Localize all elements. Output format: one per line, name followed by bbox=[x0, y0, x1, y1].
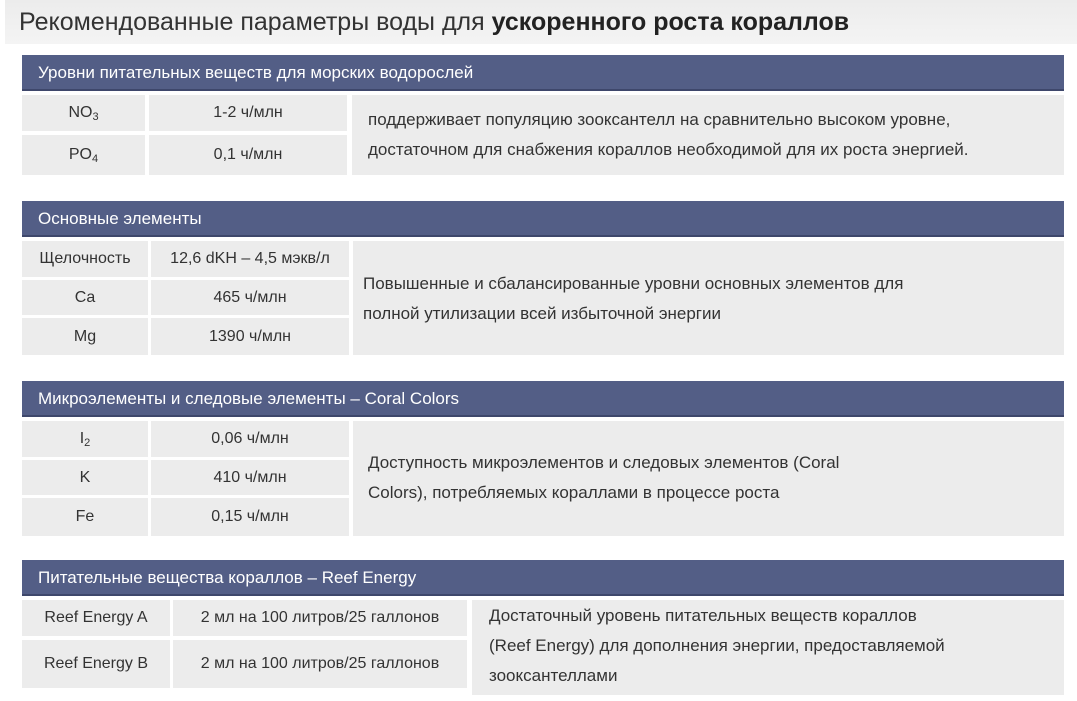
param-name: K bbox=[22, 460, 148, 495]
param-name: Reef Energy B bbox=[22, 640, 170, 688]
section-major-elements bbox=[22, 201, 1064, 355]
param-value: 0,06 ч/млн bbox=[151, 421, 349, 457]
section-description: Доступность микроэлементов и следовых элементов (Coral Colors), потребляемых кораллами в процессе роста bbox=[353, 421, 1064, 536]
param-value: 0,15 ч/млн bbox=[151, 498, 349, 536]
section-description: Повышенные и сбалансированные уровни основных элементов для полной утилизации всей избыточной энергии bbox=[353, 241, 1064, 355]
section-header: Микроэлементы и следовые элементы – Coral Colors bbox=[22, 381, 1064, 417]
param-value: 2 мл на 100 литров/25 галлонов bbox=[173, 640, 467, 688]
param-value: 12,6 dKH – 4,5 мэкв/л bbox=[151, 241, 349, 277]
section-algae-nutrients bbox=[22, 55, 1064, 175]
param-name: $NO_3$ bbox=[22, 95, 145, 131]
section-description: поддерживает популяцию зооксантелл на сравнительно высоком уровне, достаточном для снабжения кораллов необходимой для их роста энергией. bbox=[352, 95, 1064, 175]
param-name: $I_2$ bbox=[22, 421, 148, 457]
param-name: Mg bbox=[22, 318, 148, 355]
parameter-rows bbox=[22, 95, 1064, 175]
page-title bbox=[5, 0, 1077, 44]
title-normal: Рекомендованные параметры воды для bbox=[19, 8, 492, 36]
parameter-rows bbox=[22, 421, 1064, 536]
parameter-rows bbox=[22, 600, 1064, 695]
section-header: Основные элементы bbox=[22, 201, 1064, 237]
section-description: Достаточный уровень питательных веществ кораллов (Reef Energy) для дополнения энергии, предоставляемой зооксантеллами bbox=[472, 600, 1064, 695]
title-bold: ускоренного роста кораллов bbox=[491, 8, 850, 36]
param-value: 1-2 ч/млн bbox=[149, 95, 347, 131]
param-value: 410 ч/млн bbox=[151, 460, 349, 495]
param-name: Ca bbox=[22, 280, 148, 315]
section-coral-nutrients bbox=[22, 560, 1064, 695]
param-value: 1390 ч/млн bbox=[151, 318, 349, 355]
param-value: 465 ч/млн bbox=[151, 280, 349, 315]
section-trace-elements bbox=[22, 381, 1064, 536]
param-name: $PO_4$ bbox=[22, 135, 145, 175]
parameter-rows bbox=[22, 241, 1064, 355]
param-name: Щелочность bbox=[22, 241, 148, 277]
param-value: 2 мл на 100 литров/25 галлонов bbox=[173, 600, 467, 636]
param-value: 0,1 ч/млн bbox=[149, 135, 347, 175]
section-header: Уровни питательных веществ для морских водорослей bbox=[22, 55, 1064, 91]
param-name: Reef Energy A bbox=[22, 600, 170, 636]
section-header: Питательные вещества кораллов – Reef Energy bbox=[22, 560, 1064, 596]
param-name: Fe bbox=[22, 498, 148, 536]
